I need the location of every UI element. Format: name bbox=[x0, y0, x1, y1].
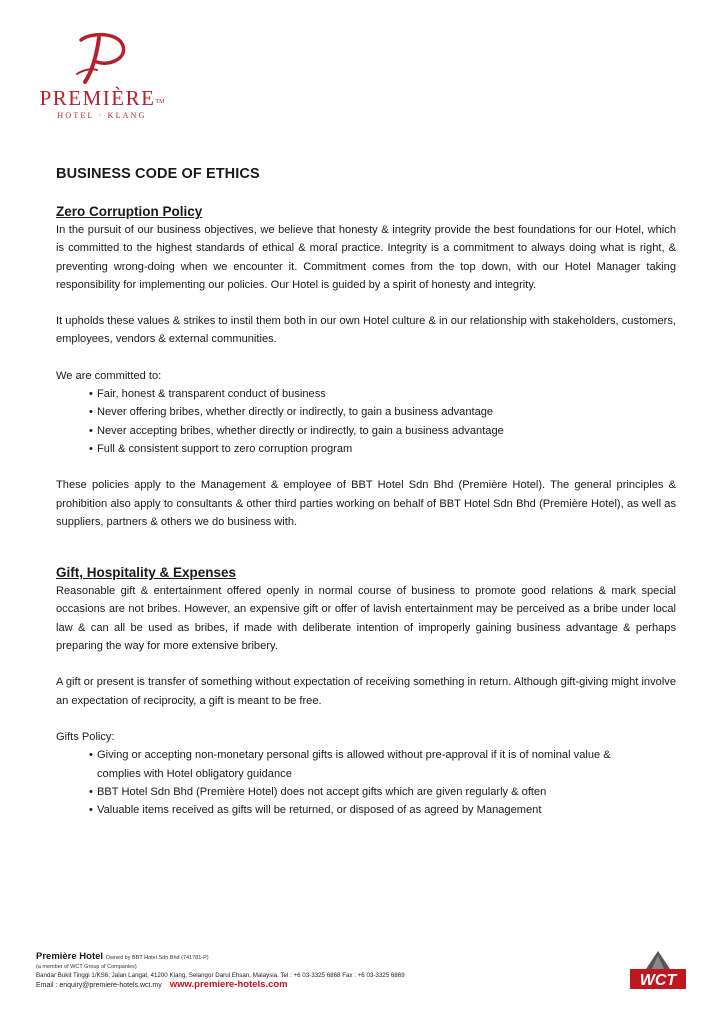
list-item: • Never offering bribes, whether directly or indirectly, to gain a business advantage bbox=[89, 403, 676, 421]
gift-hospitality-heading: Gift, Hospitality & Expenses bbox=[56, 565, 237, 581]
page-footer bbox=[36, 951, 636, 991]
footer-address: Bandar Bukit Tinggi 1/KS6, Jalan Langat, 41200 Klang, Selangor Darul Ehsan, Malaysia. Tel : +6 03-3325 6868 Fax : +6 03-3325 6869 bbox=[36, 972, 405, 979]
list-item: • Fair, honest & transparent conduct of business bbox=[89, 385, 676, 403]
footer-email[interactable]: Email : enquiry@premiere-hotels.wct.my bbox=[36, 982, 162, 989]
logo-subtitle: HOTEL · KLANG bbox=[57, 111, 147, 120]
logo-trademark: TM bbox=[155, 99, 165, 105]
footer-contact bbox=[36, 980, 636, 991]
footer-owned-by: Owned by BBT Hotel Sdn Bhd (741781-P) bbox=[105, 955, 209, 961]
document-body bbox=[56, 166, 676, 819]
logo-brand: PREMIÈRETM bbox=[39, 86, 165, 110]
footer-hotel-line bbox=[36, 951, 636, 964]
page-title: BUSINESS CODE OF ETHICS bbox=[56, 166, 260, 182]
gift-paragraph-2: A gift or present is transfer of something without expectation of receiving something in return. Although gift-giving might involve an expectation of reciprocity, a gift is meant to be free. bbox=[56, 676, 676, 707]
committed-list bbox=[56, 385, 676, 458]
footer-hotel-name: Première Hotel bbox=[36, 951, 104, 962]
list-item: • Giving or accepting non-monetary personal gifts is allowed without pre-approval if it is of nominal value & complies with Hotel obligatory guidance bbox=[89, 746, 640, 783]
committed-intro: We are committed to: bbox=[56, 369, 162, 382]
gifts-policy-list bbox=[56, 746, 676, 819]
list-item: • Never accepting bribes, whether directly or indirectly, to gain a business advantage bbox=[89, 422, 676, 440]
list-item: • Full & consistent support to zero corruption program bbox=[89, 440, 676, 458]
list-item: • BBT Hotel Sdn Bhd (Première Hotel) does not accept gifts which are given regularly & often bbox=[89, 783, 640, 801]
gift-paragraph-1: Reasonable gift & entertainment offered openly in normal course of business to promote good relations & mark special occasions are not bribes. However, an expensive gift or offer of lavish entertainment may be perceived as a bribe under local law & can all be used as bribes, if made with deliberate intention of improperly gaining business advantage & perhaps preparing the way for more extensive bribery. bbox=[56, 585, 676, 653]
footer-website-link[interactable]: www.premiere-hotels.com bbox=[169, 979, 288, 990]
wct-logo-text: WCT bbox=[639, 972, 677, 989]
hotel-logo bbox=[32, 30, 172, 120]
wct-logo-icon bbox=[626, 949, 690, 993]
footer-member: (a member of WCT Group of Companies) bbox=[36, 964, 137, 970]
premiere-p-logo-icon bbox=[67, 30, 137, 86]
gifts-policy-intro: Gifts Policy: bbox=[56, 730, 115, 743]
zero-corruption-paragraph-3: These policies apply to the Management & employee of BBT Hotel Sdn Bhd (Première Hotel). The general principles & prohibition also apply to consultants & other third parties working on behalf of BBT Hotel Sdn Bhd (Première Hotel), as well as suppliers, partners & others we do business with. bbox=[56, 479, 676, 528]
zero-corruption-paragraph-1: In the pursuit of our business objectives, we believe that honesty & integrity provide the best foundations for our Hotel, which is committed to the highest standards of ethical & moral practice. Integrity is a commitment to always doing what is right, & preventing wrong-doing when we encounter it. Commitment comes from the top down, with our Hotel Manager taking responsibility for implementing our policies. Our Hotel is guided by a spirit of honesty and integrity. bbox=[56, 224, 676, 291]
list-item: • Valuable items received as gifts will be returned, or disposed of as agreed by Management bbox=[89, 801, 640, 819]
zero-corruption-heading: Zero Corruption Policy bbox=[56, 204, 203, 219]
zero-corruption-paragraph-2: It upholds these values & strikes to instil them both in our own Hotel culture & in our relationship with stakeholders, customers, employees, vendors & external communities. bbox=[56, 315, 676, 346]
